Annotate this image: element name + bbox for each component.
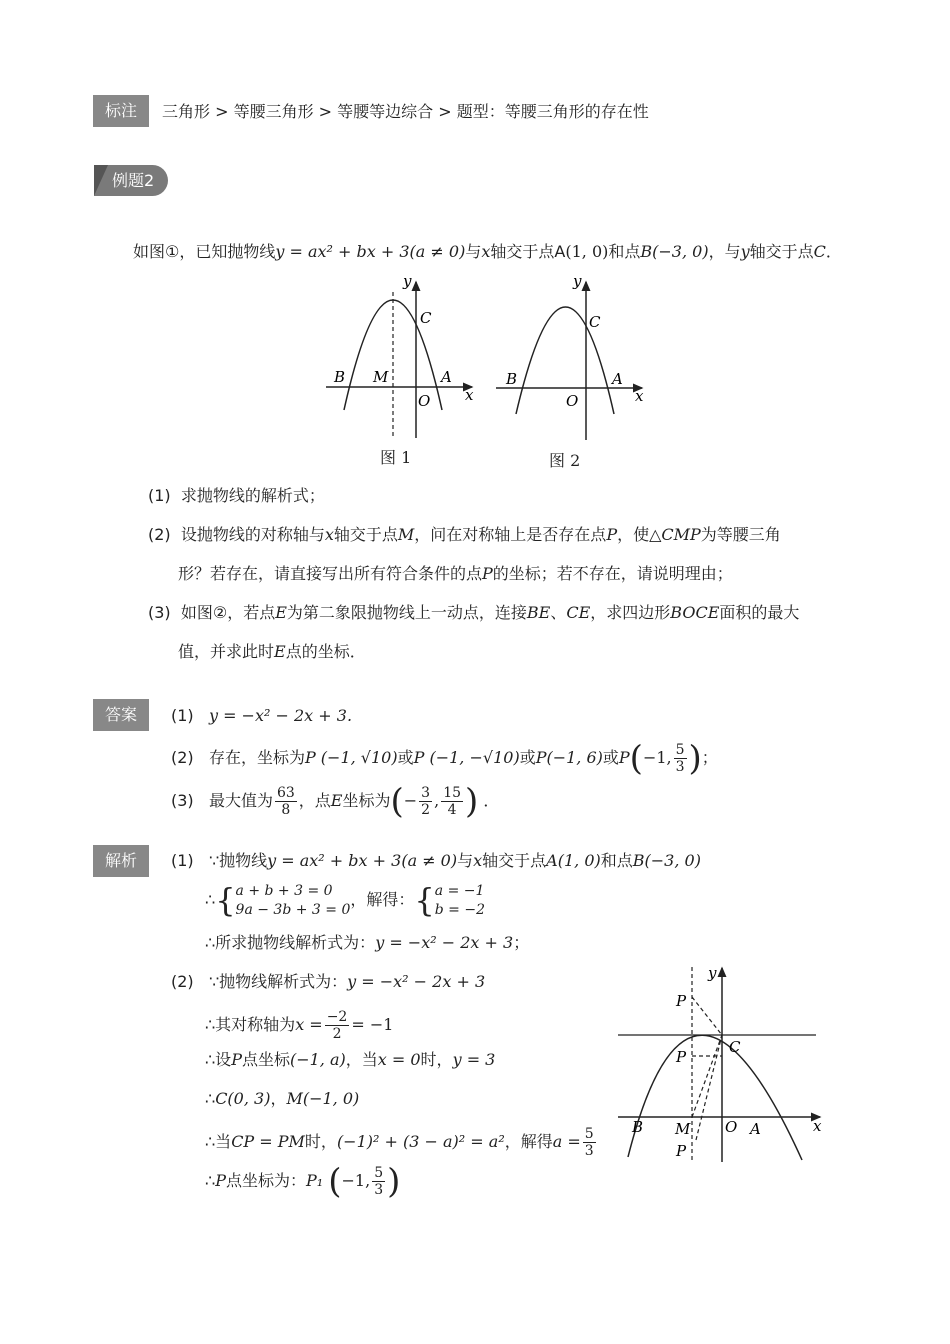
label-x: x <box>465 386 474 404</box>
label-p-bot: P <box>676 1142 687 1160</box>
label-y: y <box>573 272 582 290</box>
label-c: C <box>589 313 601 331</box>
answer-tag: 答案 <box>93 699 149 731</box>
analysis-2-line-1: (2) ∵抛物线解析式为：y = −x² − 2x + 3 <box>171 972 486 991</box>
analysis-1-line-1: (1) ∵抛物线y = ax² + bx + 3(a ≠ 0)与x轴交于点A(1, 0)和点B(−3, 0) <box>171 851 701 870</box>
figure-2-caption: 图 2 <box>549 451 581 470</box>
question-2-line-1: (2) 设抛物线的对称轴与x轴交于点M，问在对称轴上是否存在点P，使△CMP为等腰三角 <box>148 525 781 544</box>
segment-cp-bot <box>696 1035 722 1140</box>
label-c: C <box>729 1038 741 1056</box>
figure-1-caption: 图 1 <box>380 448 412 467</box>
label-y: y <box>403 272 412 290</box>
label-o: O <box>566 392 579 410</box>
label-c: C <box>420 309 432 327</box>
label-p-top: P <box>676 992 687 1010</box>
answer-2: (2) 存在，坐标为P (−1, √10)或P (−1, −√10)或P(−1, 6)或P(−1, $\frac{5}{3}$ )； <box>171 738 718 779</box>
label-o: O <box>418 392 431 410</box>
label-a: A <box>441 368 452 386</box>
parabola <box>628 1035 802 1160</box>
question-1: (1) 求抛物线的解析式； <box>148 486 325 505</box>
figure-1 <box>320 270 480 440</box>
example-label: 例题2 <box>94 165 168 196</box>
label-b: B <box>632 1118 644 1136</box>
analysis-1-line-3: ∴所求抛物线解析式为：y = −x² − 2x + 3； <box>205 933 530 952</box>
answer-1: (1) y = −x² − 2x + 3. <box>171 706 353 725</box>
segment-cp-top <box>692 997 722 1035</box>
analysis-2-line-2: ∴其对称轴为x = $\frac{-2}{2}$ = −1 <box>205 1009 394 1042</box>
example-notch <box>94 165 108 196</box>
label-y: y <box>708 964 717 982</box>
label-m: M <box>675 1120 691 1138</box>
breadcrumb: 三角形 > 等腰三角形 > 等腰等边综合 > 题型：等腰三角形的存在性 <box>162 102 649 121</box>
question-3-line-2: 值，并求此时E点的坐标． <box>178 642 366 661</box>
analysis-2-line-6: ∴P点坐标为：P₁ (−1, $\frac{5}{3}$ ) <box>205 1161 401 1202</box>
question-2-line-2: 形？若存在，请直接写出所有符合条件的点P的坐标；若不存在，请说明理由； <box>178 564 733 583</box>
label-p-mid: P <box>676 1048 687 1066</box>
problem-intro: 如图①，已知抛物线y = ax² + bx + 3(a ≠ 0)与x轴交于点A(1, 0)和点B(−3, 0)，与y轴交于点C． <box>133 242 842 261</box>
analysis-tag: 解析 <box>93 845 149 877</box>
tag-label: 标注 <box>93 95 149 127</box>
answer-3: (3) 最大值为 $\frac{63}{8}$ ，点E坐标为(− $\frac{3}{2}$ , $\frac{15}{4}$ ) ． <box>171 781 500 822</box>
label-b: B <box>506 370 518 388</box>
label-o: O <box>725 1118 738 1136</box>
label-m: M <box>373 368 389 386</box>
label-a: A <box>612 370 623 388</box>
analysis-2-line-5: ∴当CP = PM时，(−1)² + (3 − a)² = a²，解得a = $\frac{5}{3}$ <box>205 1126 594 1159</box>
figure-2 <box>490 270 650 445</box>
label-x: x <box>635 387 644 405</box>
label-b: B <box>334 368 346 386</box>
segment-cm <box>692 1035 722 1117</box>
figure-3 <box>612 962 827 1167</box>
label-a: A <box>750 1120 761 1138</box>
analysis-1-line-2: ∴{ a + b + 3 = 0 9a − 3b + 3 = 0 ，解得：{ a = −1 b = −2 <box>205 881 485 920</box>
analysis-2-line-3: ∴设P点坐标(−1, a)，当x = 0时，y = 3 <box>205 1050 496 1069</box>
analysis-2-line-4: ∴C(0, 3)，M(−1, 0) <box>205 1089 360 1108</box>
question-3-line-1: (3) 如图②，若点E为第二象限抛物线上一动点，连接BE、CE，求四边形BOCE面积的最大 <box>148 603 800 622</box>
label-x: x <box>813 1117 822 1135</box>
